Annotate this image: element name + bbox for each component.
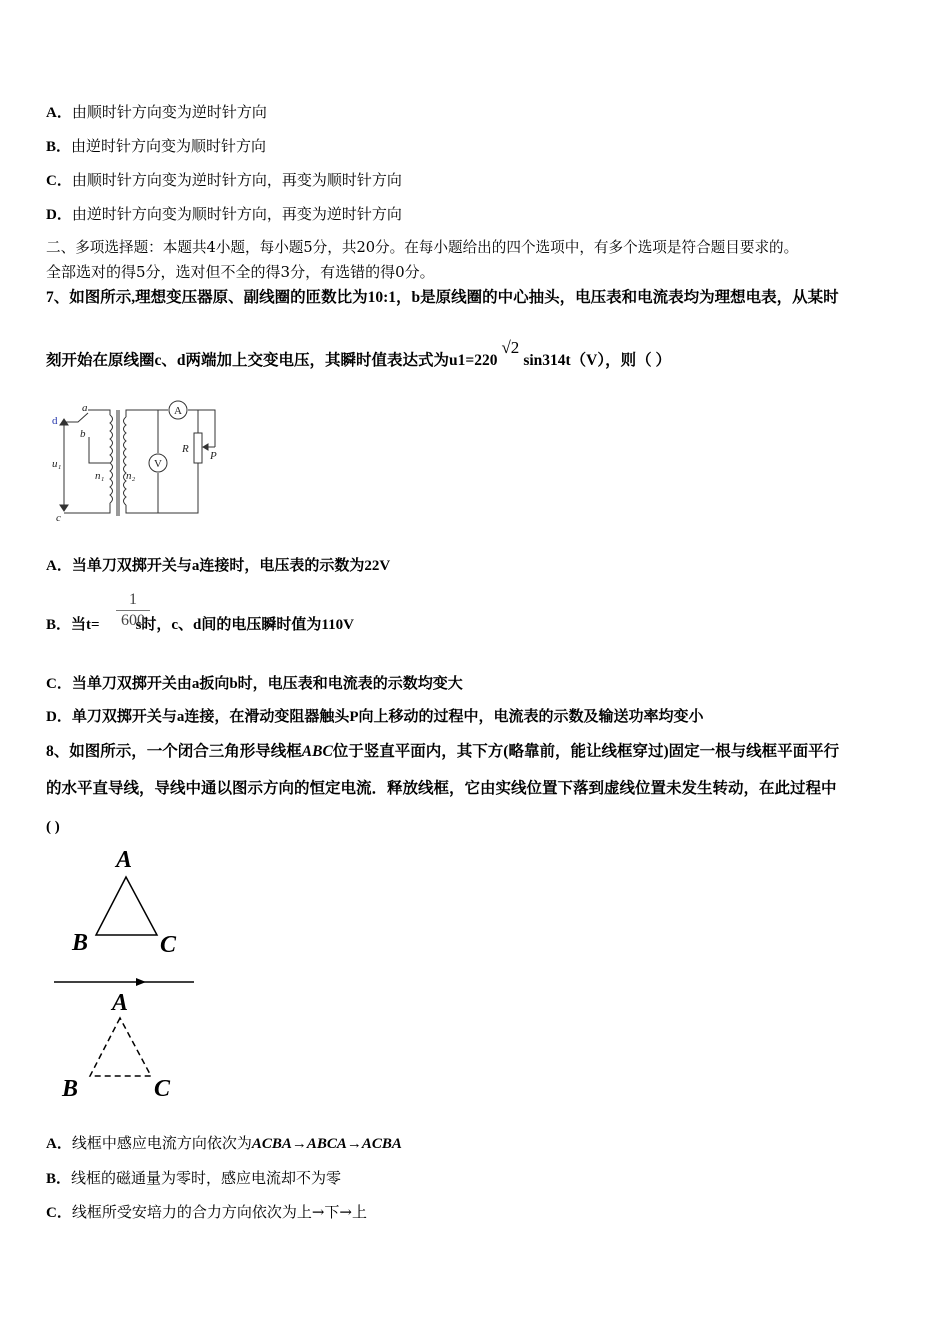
option-label: D． (46, 207, 72, 223)
option-text: s时，c、d间的电压瞬时值为110V (135, 617, 354, 633)
sqrt-2: √2 (501, 338, 520, 357)
dashed-triangle (90, 1018, 151, 1076)
label-c-bottom: C (154, 1076, 171, 1102)
q7-option-b (46, 615, 354, 635)
q7-stem-line2 (46, 338, 672, 371)
label-p: P (210, 450, 217, 462)
q6-option-b (46, 136, 266, 157)
stem-text: 位于竖直平面内，其下方(略靠前，能让线框穿过)固定一根与线框平面平行 (332, 743, 840, 760)
q6-option-a (46, 102, 267, 123)
transformer-circuit-diagram (40, 395, 240, 530)
label-a-bottom: A (112, 990, 129, 1016)
label-a: a (82, 402, 88, 414)
label-n2: n₂ (126, 470, 136, 482)
option-label: C． (46, 173, 72, 189)
current-arrow-icon (136, 978, 146, 986)
option-text: 由顺时针方向变为逆时针方向，再变为顺时针方向 (71, 171, 402, 189)
q7-option-a (46, 556, 390, 576)
q8-option-b (46, 1168, 341, 1189)
label-c-top: C (160, 932, 177, 958)
section2-heading: 二、多项选择题：本题共4小题，每小题5分，共20分。在每小题给出的四个选项中，有多个选项是符合题目要求的。 (46, 239, 799, 256)
option-text: 当t= (71, 617, 100, 633)
option-label: B． (46, 617, 72, 633)
option-text: 由逆时针方向变为顺时针方向，再变为逆时针方向 (71, 205, 402, 223)
q8-stem-line3: ( ) (46, 819, 60, 835)
option-text: 线框的磁通量为零时，感应电流却不为零 (71, 1169, 342, 1187)
fraction-numerator: 1 (116, 590, 150, 611)
q8-stem-line1 (46, 742, 839, 762)
label-b-bottom: B (62, 1076, 79, 1102)
option-label: D． (46, 709, 72, 725)
label-c: c (56, 512, 61, 524)
stem-text: 刻开始在原线圈c、d两端加上交变电压，其瞬时值表达式为u1=220 (46, 352, 498, 369)
label-b: b (80, 428, 86, 440)
option-text: 当单刀双掷开关由a扳向b时，电压表和电流表的示数均变大 (71, 676, 463, 692)
option-label: C． (46, 1205, 72, 1221)
label-n1: n₁ (95, 470, 105, 482)
label-r: R (182, 443, 189, 455)
ammeter-label: A (174, 405, 182, 417)
stem-text: sin314t（V），则（ ） (523, 352, 672, 369)
option-label: A． (46, 105, 72, 121)
label-u1: u₁ (52, 458, 62, 470)
label-d: d (52, 415, 58, 427)
q6-option-c (46, 170, 402, 191)
solid-triangle (96, 877, 157, 935)
q7-option-d (46, 707, 704, 727)
fraction-1-600 (116, 590, 150, 631)
option-text: 线框中感应电流方向依次为 (71, 1134, 252, 1152)
label-a-top: A (116, 847, 133, 873)
option-math: ACBA→ABCA→ACBA (251, 1136, 402, 1152)
q8-option-a (46, 1133, 402, 1154)
option-label: C． (46, 676, 72, 692)
stem-math: ABC (301, 743, 333, 760)
option-text: 线框所受安培力的合力方向依次为上→下→上 (71, 1203, 367, 1221)
option-text: 由逆时针方向变为顺时针方向 (71, 137, 267, 155)
option-text: 由顺时针方向变为逆时针方向 (71, 103, 267, 121)
option-label: A． (46, 1136, 72, 1152)
option-text: 当单刀双掷开关与a连接时，电压表的示数为22V (71, 558, 391, 574)
triangle-frame-diagram (50, 840, 210, 1110)
q8-stem-line2: 的水平直导线，导线中通以图示方向的恒定电流．释放线框，它由实线位置下落到虚线位置未发生转动，在此过程中 (46, 780, 837, 797)
q7-stem-line1: 7、如图所示,理想变压器原、副线圈的匝数比为10:1，b是原线圈的中心抽头，电压表和电流表均为理想电表，从某时 (46, 289, 839, 306)
q6-option-d (46, 204, 402, 225)
option-label: B． (46, 139, 72, 155)
label-b-top: B (72, 930, 89, 956)
option-text: 单刀双掷开关与a连接，在滑动变阻器触头P向上移动的过程中，电流表的示数及输送功率均变小 (71, 709, 704, 725)
option-label: B． (46, 1171, 72, 1187)
option-label: A． (46, 558, 72, 574)
q7-option-c (46, 674, 463, 694)
section2-rules: 全部选对的得5分，选对但不全的得3分，有选错的得0分。 (46, 263, 435, 281)
voltmeter-label: V (154, 458, 162, 470)
q8-option-c (46, 1202, 367, 1223)
stem-text: 8、如图所示，一个闭合三角形导线框 (46, 743, 302, 760)
fraction-denominator: 600 (121, 612, 145, 629)
